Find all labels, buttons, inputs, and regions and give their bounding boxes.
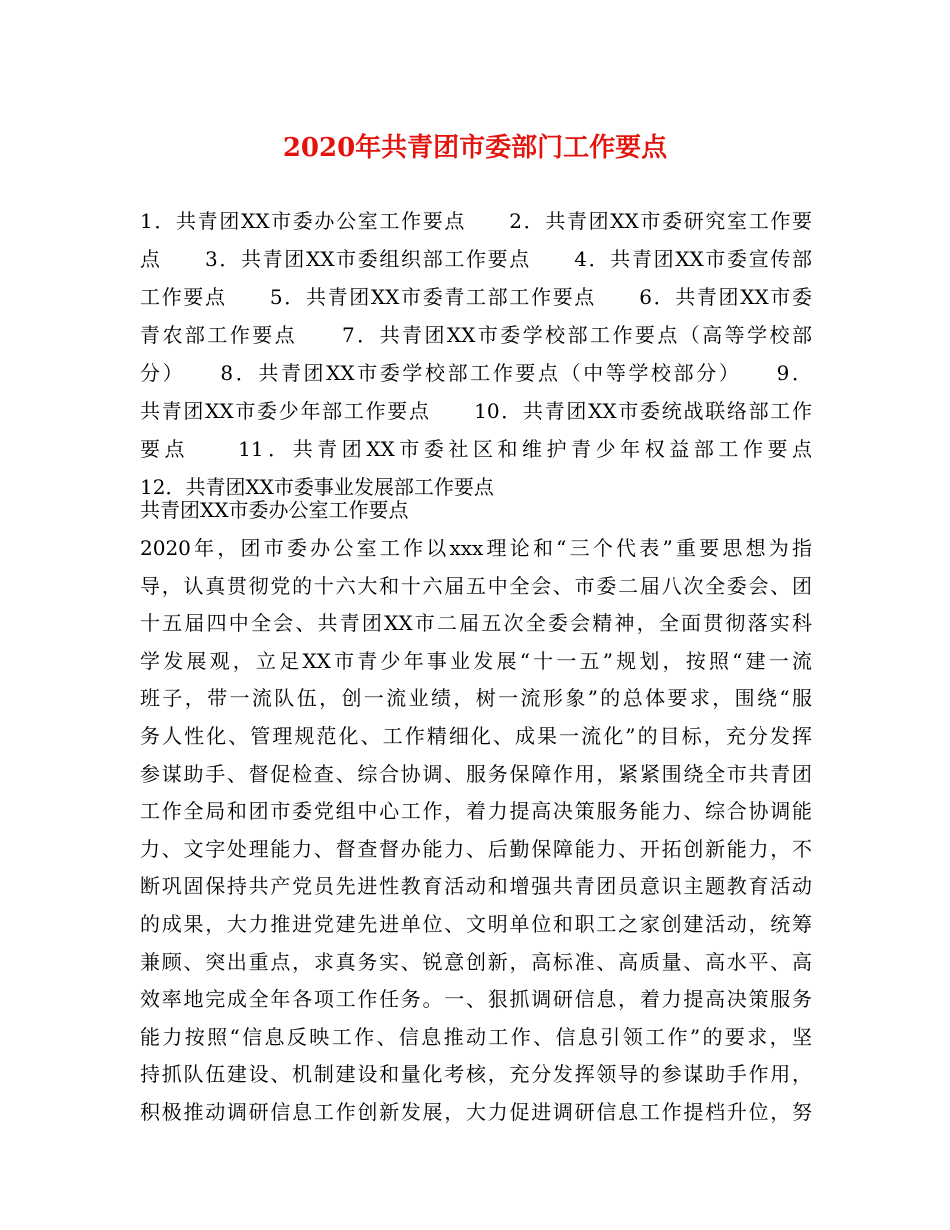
body-paragraph	[140, 530, 812, 1132]
table-of-contents	[140, 202, 812, 506]
toc-line: 青农部工作要点 7．共青团XX市委学校部工作要点（高等学校部	[140, 323, 812, 347]
paragraph-line: 积极推动调研信息工作创新发展，大力促进调研信息工作提档升位，努	[140, 1099, 812, 1124]
paragraph-line: 工作全局和团市委党组中心工作，着力提高决策服务能力、综合协调能	[140, 799, 812, 824]
toc-line: 共青团XX市委少年部工作要点 10．共青团XX市委统战联络部工作	[140, 399, 812, 423]
paragraph-line: 十五届四中全会、共青团XX市二届五次全委会精神，全面贯彻落实科	[140, 611, 812, 636]
toc-line: 点 3．共青团XX市委组织部工作要点 4．共青团XX市委宣传部	[140, 247, 812, 271]
section-heading: 共青团XX市委办公室工作要点	[140, 498, 409, 522]
toc-line: 12．共青团XX市委事业发展部工作要点	[140, 475, 494, 499]
toc-line: 1．共青团XX市委办公室工作要点 2．共青团XX市委研究室工作要	[140, 209, 812, 233]
paragraph-line: 学发展观，立足XX市青少年事业发展“十一五”规划，按照“建一流	[140, 648, 812, 673]
toc-line: 工作要点 5．共青团XX市委青工部工作要点 6．共青团XX市委	[140, 285, 812, 309]
paragraph-line: 班子，带一流队伍，创一流业绩，树一流形象”的总体要求，围绕“服	[140, 686, 812, 711]
paragraph-line: 兼顾、突出重点，求真务实、锐意创新，高标准、高质量、高水平、高	[140, 949, 812, 974]
section-heading-block	[140, 491, 812, 529]
paragraph-line: 参谋助手、督促检查、综合协调、服务保障作用，紧紧围绕全市共青团	[140, 761, 812, 786]
paragraph-line: 力、文字处理能力、督查督办能力、后勤保障能力、开拓创新能力，不	[140, 836, 812, 861]
paragraph-line: 能力按照“信息反映工作、信息推动工作、信息引领工作”的要求，坚	[140, 1024, 812, 1049]
paragraph-line: 断巩固保持共产党员先进性教育活动和增强共青团员意识主题教育活动	[140, 874, 812, 899]
paragraph-line: 导，认真贯彻党的十六大和十六届五中全会、市委二届八次全委会、团	[140, 573, 812, 598]
paragraph-line: 效率地完成全年各项工作任务。一、狠抓调研信息，着力提高决策服务	[140, 987, 812, 1012]
toc-line: 要点 11．共青团XX市委社区和维护青少年权益部工作要点	[140, 437, 812, 461]
paragraph-line: 的成果，大力推进党建先进单位、文明单位和职工之家创建活动，统筹	[140, 911, 812, 936]
paragraph-line: 2020年，团市委办公室工作以xxx理论和“三个代表”重要思想为指	[140, 536, 812, 560]
document-title: 2020年共青团市委部门工作要点	[282, 133, 668, 163]
paragraph-line: 务人性化、管理规范化、工作精细化、成果一流化”的目标，充分发挥	[140, 723, 812, 748]
toc-line: 分） 8．共青团XX市委学校部工作要点（中等学校部分） 9．	[140, 361, 812, 385]
paragraph-line: 持抓队伍建设、机制建设和量化考核，充分发挥领导的参谋助手作用，	[140, 1062, 812, 1087]
